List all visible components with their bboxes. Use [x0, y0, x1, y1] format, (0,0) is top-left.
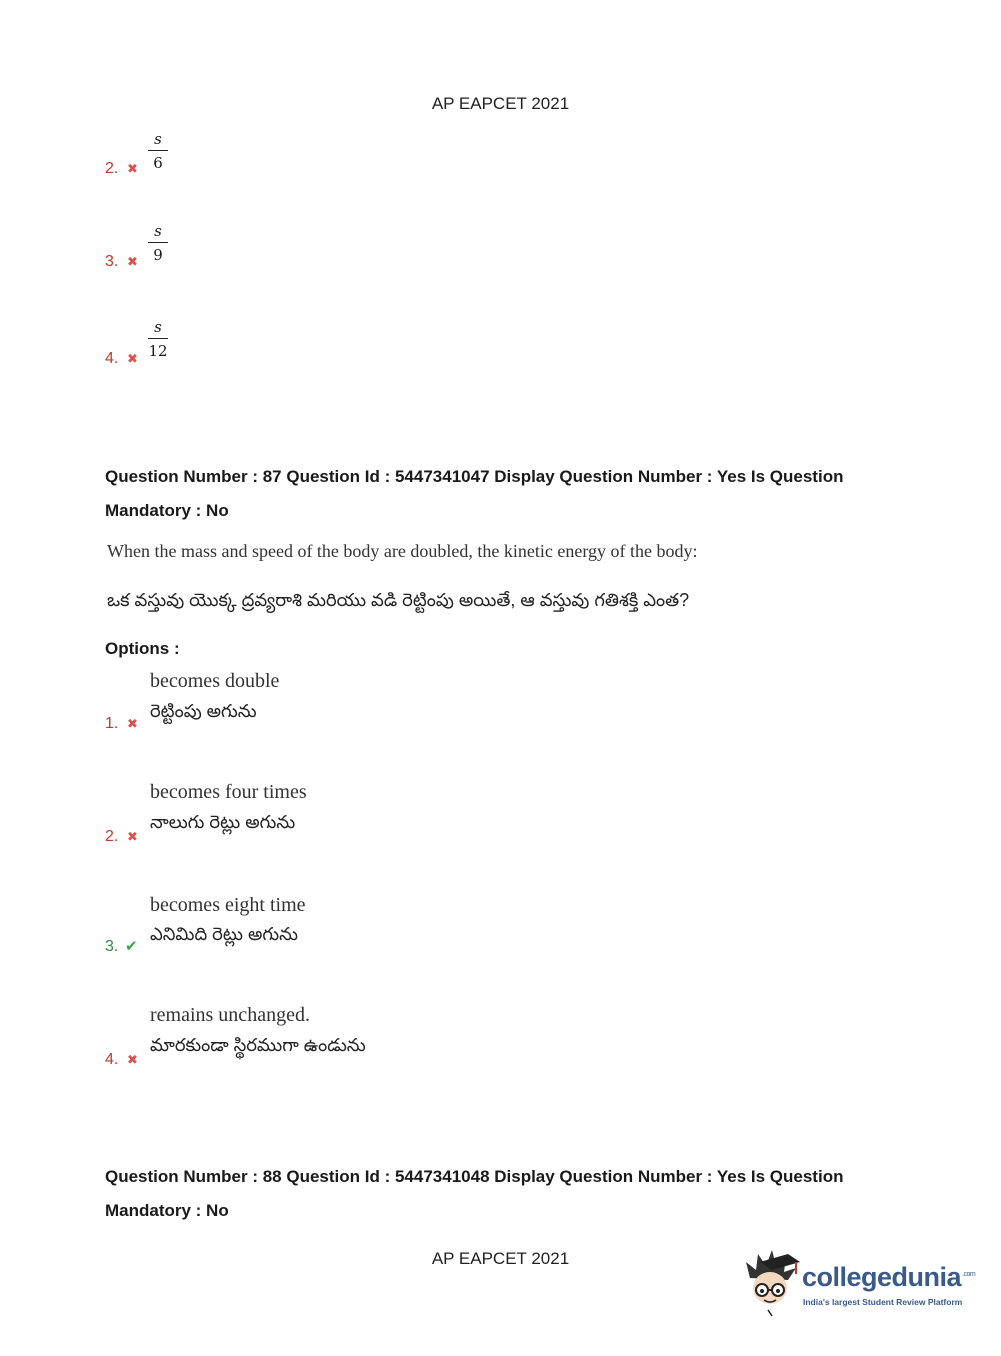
- logo-tagline: India's largest Student Review Platform: [803, 1297, 963, 1307]
- option-2: [0, 781, 1001, 851]
- option-text-english: becomes double: [150, 670, 280, 692]
- option-number: 1.: [105, 715, 119, 732]
- question-meta: [105, 460, 905, 528]
- option-3: [0, 894, 1001, 964]
- question-meta-line1: Question Number : 88 Question Id : 5447341048 Display Question Number : Yes Is Question: [105, 1167, 844, 1186]
- option-text-english: remains unchanged.: [150, 1004, 310, 1026]
- wrong-mark-icon: ✖: [127, 1052, 138, 1067]
- wrong-mark-icon: ✖: [127, 254, 138, 269]
- numerator: s: [154, 130, 162, 148]
- option-4: [0, 1004, 1001, 1074]
- denominator: 9: [153, 246, 163, 264]
- question-text-english: When the mass and speed of the body are doubled, the kinetic energy of the body:: [107, 541, 698, 561]
- question-meta-next: [105, 1160, 905, 1228]
- option-1: [0, 670, 1001, 740]
- fraction: [148, 222, 168, 264]
- denominator: 6: [153, 154, 163, 172]
- question-meta-line1: Question Number : 87 Question Id : 5447341047 Display Question Number : Yes Is Question: [105, 467, 844, 486]
- denominator: 12: [148, 342, 168, 360]
- wrong-mark-icon: ✖: [127, 716, 138, 731]
- question-meta-line2: Mandatory : No: [105, 1201, 229, 1220]
- question-meta-line2: Mandatory : No: [105, 501, 229, 520]
- option-text-telugu: ఎనిమిది రెట్లు అగును: [150, 924, 298, 944]
- logo-wordmark: [802, 1262, 975, 1293]
- option-text-telugu: మారకుండా స్థిరముగా ఉండును: [150, 1035, 366, 1055]
- collegedunia-mascot-icon: [742, 1248, 802, 1318]
- option-text-english: becomes four times: [150, 781, 307, 803]
- question-text-telugu: ఒక వస్తువు యొక్క ద్రవ్యరాశి మరియు వడి రెట్టింపు అయితే, ఆ వస్తువు గతిశక్తి ఎంత?: [107, 590, 690, 610]
- numerator: s: [154, 318, 162, 336]
- fraction: [148, 318, 168, 360]
- options-label: Options :: [105, 639, 180, 658]
- correct-check-icon: ✔: [125, 938, 138, 955]
- wrong-mark-icon: ✖: [127, 161, 138, 176]
- option-number: 4.: [105, 1051, 119, 1068]
- numerator: s: [154, 222, 162, 240]
- logo-suffix: .com: [962, 1271, 976, 1278]
- option-text-telugu: నాలుగు రెట్లు అగును: [150, 812, 296, 832]
- option-number: 3.: [105, 253, 119, 270]
- option-number: 3.: [105, 938, 119, 955]
- fraction-bar: [148, 338, 168, 339]
- option-number: 2.: [105, 828, 119, 845]
- wrong-mark-icon: ✖: [127, 829, 138, 844]
- fraction-bar: [148, 242, 168, 243]
- fraction-bar: [148, 150, 168, 151]
- page-footer: AP EAPCET 2021: [431, 1249, 570, 1268]
- wrong-mark-icon: ✖: [127, 351, 138, 366]
- option-text-english: becomes eight time: [150, 894, 306, 916]
- page-header: AP EAPCET 2021: [431, 94, 570, 113]
- option-number: 4.: [105, 350, 119, 367]
- fraction: [148, 130, 168, 172]
- option-text-telugu: రెట్టింపు అగును: [150, 701, 257, 721]
- option-number: 2.: [105, 160, 119, 177]
- logo-name: collegedunia: [802, 1262, 962, 1292]
